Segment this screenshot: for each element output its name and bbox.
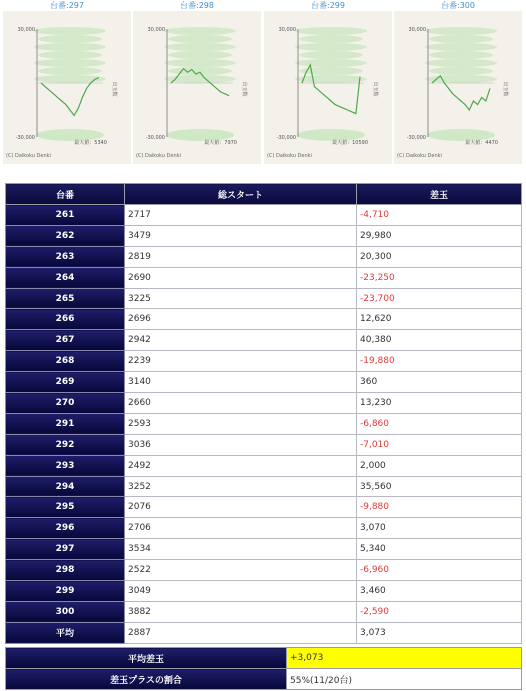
machine-number: 265: [6, 288, 125, 309]
background-pattern: [38, 67, 102, 75]
total-start-value: 2942: [125, 330, 357, 351]
total-start-value: 2819: [125, 246, 357, 267]
background-pattern: [168, 35, 232, 43]
total-start-value: 3225: [125, 288, 357, 309]
background-pattern: [164, 27, 236, 35]
avg-diff-value: +3,073: [287, 648, 522, 669]
diff-value: 13,230: [357, 393, 522, 414]
total-start-value: 2696: [125, 309, 357, 330]
diff-value: 3,460: [357, 581, 522, 602]
diff-value: -2,590: [357, 601, 522, 622]
diff-value: -9,880: [357, 497, 522, 518]
max-value-label: 最大値：10590: [332, 140, 368, 146]
background-pattern: [425, 59, 497, 67]
machine-number: 291: [6, 413, 125, 434]
diff-value: 3,070: [357, 518, 522, 539]
copyright-text: (C) Daikoku Denki: [6, 153, 51, 159]
total-start-value: 3479: [125, 225, 357, 246]
max-value-label: 最大値：7970: [204, 140, 237, 146]
diff-value: 29,980: [357, 225, 522, 246]
machine-number: 261: [6, 205, 125, 226]
background-pattern: [295, 43, 367, 51]
diff-value: -23,700: [357, 288, 522, 309]
table-row: [6, 246, 522, 267]
graph-svg: [394, 11, 522, 164]
background-pattern: [299, 51, 363, 59]
table-row: [6, 309, 522, 330]
total-start-value: 2492: [125, 455, 357, 476]
y-max-label: 30,000: [17, 27, 35, 33]
background-pattern: [425, 43, 497, 51]
background-pattern: [168, 51, 232, 59]
graph-panel: [3, 11, 131, 164]
chart-row: [3, 0, 523, 165]
copyright-text: (C) Daikoku Denki: [397, 153, 442, 159]
diff-value: 40,380: [357, 330, 522, 351]
total-start-value: 2239: [125, 351, 357, 372]
summary-row-ratio: [6, 669, 522, 690]
y-min-label: -30,000: [145, 135, 165, 141]
background-pattern: [164, 59, 236, 67]
table-row: [6, 497, 522, 518]
diff-value: 12,620: [357, 309, 522, 330]
total-start-value: 2593: [125, 413, 357, 434]
machine-number: 297: [6, 539, 125, 560]
side-label: 出玉数: [502, 81, 508, 97]
table-row: [6, 330, 522, 351]
table-row: [6, 372, 522, 393]
table-row: [6, 476, 522, 497]
total-start-value: 3534: [125, 539, 357, 560]
diff-value: 20,300: [357, 246, 522, 267]
diff-value: -23,250: [357, 267, 522, 288]
machine-number: 296: [6, 518, 125, 539]
table-row: [6, 205, 522, 226]
background-pattern: [425, 27, 497, 35]
machine-number: 269: [6, 372, 125, 393]
header-machine-no: 台番: [6, 184, 125, 205]
machine-number: 300: [6, 601, 125, 622]
diff-value: -6,860: [357, 413, 522, 434]
average-diff: 3,073: [357, 622, 522, 643]
machine-number: 267: [6, 330, 125, 351]
diff-value: -19,880: [357, 351, 522, 372]
total-start-value: 3036: [125, 434, 357, 455]
total-start-value: 2706: [125, 518, 357, 539]
header-total-start: 総スタート: [125, 184, 357, 205]
background-pattern: [295, 75, 367, 83]
graph-title[interactable]: 台番:300: [441, 1, 475, 10]
total-start-value: 3252: [125, 476, 357, 497]
side-label: 出玉数: [372, 81, 378, 97]
table-row: [6, 288, 522, 309]
graph-svg: [3, 11, 131, 164]
graph-panel: [133, 11, 261, 164]
diff-value: -4,710: [357, 205, 522, 226]
machine-graph[interactable]: [133, 0, 261, 164]
data-table: [5, 183, 522, 644]
machine-number: 263: [6, 246, 125, 267]
machine-number: 294: [6, 476, 125, 497]
plus-ratio-label: 差玉プラスの割合: [6, 669, 287, 690]
table-row: [6, 393, 522, 414]
table-row: [6, 267, 522, 288]
graph-svg: [133, 11, 261, 164]
graph-title[interactable]: 台番:297: [50, 1, 84, 10]
machine-graph[interactable]: [3, 0, 131, 164]
diff-value: 35,560: [357, 476, 522, 497]
header-diff: 差玉: [357, 184, 522, 205]
machine-number: 298: [6, 560, 125, 581]
machine-number: 299: [6, 581, 125, 602]
total-start-value: 2076: [125, 497, 357, 518]
total-start-value: 3140: [125, 372, 357, 393]
table-row: [6, 539, 522, 560]
background-pattern: [429, 67, 493, 75]
background-pattern: [38, 35, 102, 43]
machine-number: 293: [6, 455, 125, 476]
y-max-label: 30,000: [408, 27, 426, 33]
diff-value: 2,000: [357, 455, 522, 476]
machine-number: 295: [6, 497, 125, 518]
background-pattern: [429, 35, 493, 43]
graph-title[interactable]: 台番:299: [311, 1, 345, 10]
average-start: 2887: [125, 622, 357, 643]
table-row: [6, 601, 522, 622]
side-label: 出玉数: [111, 81, 117, 97]
machine-graph[interactable]: [264, 0, 392, 164]
total-start-value: 3049: [125, 581, 357, 602]
total-start-value: 2660: [125, 393, 357, 414]
table-row: [6, 560, 522, 581]
y-max-label: 30,000: [147, 27, 165, 33]
diff-value: 360: [357, 372, 522, 393]
graph-svg: [264, 11, 392, 164]
copyright-text: (C) Daikoku Denki: [136, 153, 181, 159]
average-label: 平均: [6, 622, 125, 643]
diff-value: -7,010: [357, 434, 522, 455]
y-max-label: 30,000: [278, 27, 296, 33]
table-row: [6, 413, 522, 434]
background-pattern: [429, 51, 493, 59]
table-row: [6, 225, 522, 246]
background-pattern: [34, 59, 106, 67]
y-min-label: -30,000: [276, 135, 296, 141]
table-header-row: [6, 184, 522, 205]
avg-diff-label: 平均差玉: [6, 648, 287, 669]
total-start-value: 2522: [125, 560, 357, 581]
graph-title[interactable]: 台番:298: [180, 1, 214, 10]
background-pattern: [164, 43, 236, 51]
side-label: 出玉数: [241, 81, 247, 97]
background-pattern: [34, 27, 106, 35]
table-row: [6, 434, 522, 455]
total-start-value: 2690: [125, 267, 357, 288]
background-pattern: [38, 51, 102, 59]
summary-row-average: [6, 648, 522, 669]
machine-graph[interactable]: [394, 0, 522, 164]
diff-value: 5,340: [357, 539, 522, 560]
copyright-text: (C) Daikoku Denki: [267, 153, 312, 159]
graph-panel: [394, 11, 522, 164]
graph-panel: [264, 11, 392, 164]
machine-number: 270: [6, 393, 125, 414]
background-pattern: [295, 27, 367, 35]
machine-number: 266: [6, 309, 125, 330]
machine-number: 264: [6, 267, 125, 288]
background-pattern: [295, 59, 367, 67]
summary-table: [5, 647, 522, 690]
machine-number: 268: [6, 351, 125, 372]
background-pattern: [168, 67, 232, 75]
machine-number: 292: [6, 434, 125, 455]
diff-value: -6,960: [357, 560, 522, 581]
table-row: [6, 351, 522, 372]
background-pattern: [34, 43, 106, 51]
table-row: [6, 455, 522, 476]
max-value-label: 最大値：5340: [74, 140, 107, 146]
total-start-value: 2717: [125, 205, 357, 226]
table-row: [6, 518, 522, 539]
max-value-label: 最大値：4470: [465, 140, 498, 146]
machine-number: 262: [6, 225, 125, 246]
background-pattern: [299, 35, 363, 43]
plus-ratio-value: 55%(11/20台): [287, 669, 522, 690]
total-start-value: 3882: [125, 601, 357, 622]
y-min-label: -30,000: [15, 135, 35, 141]
average-row: [6, 622, 522, 643]
y-min-label: -30,000: [406, 135, 426, 141]
table-row: [6, 581, 522, 602]
